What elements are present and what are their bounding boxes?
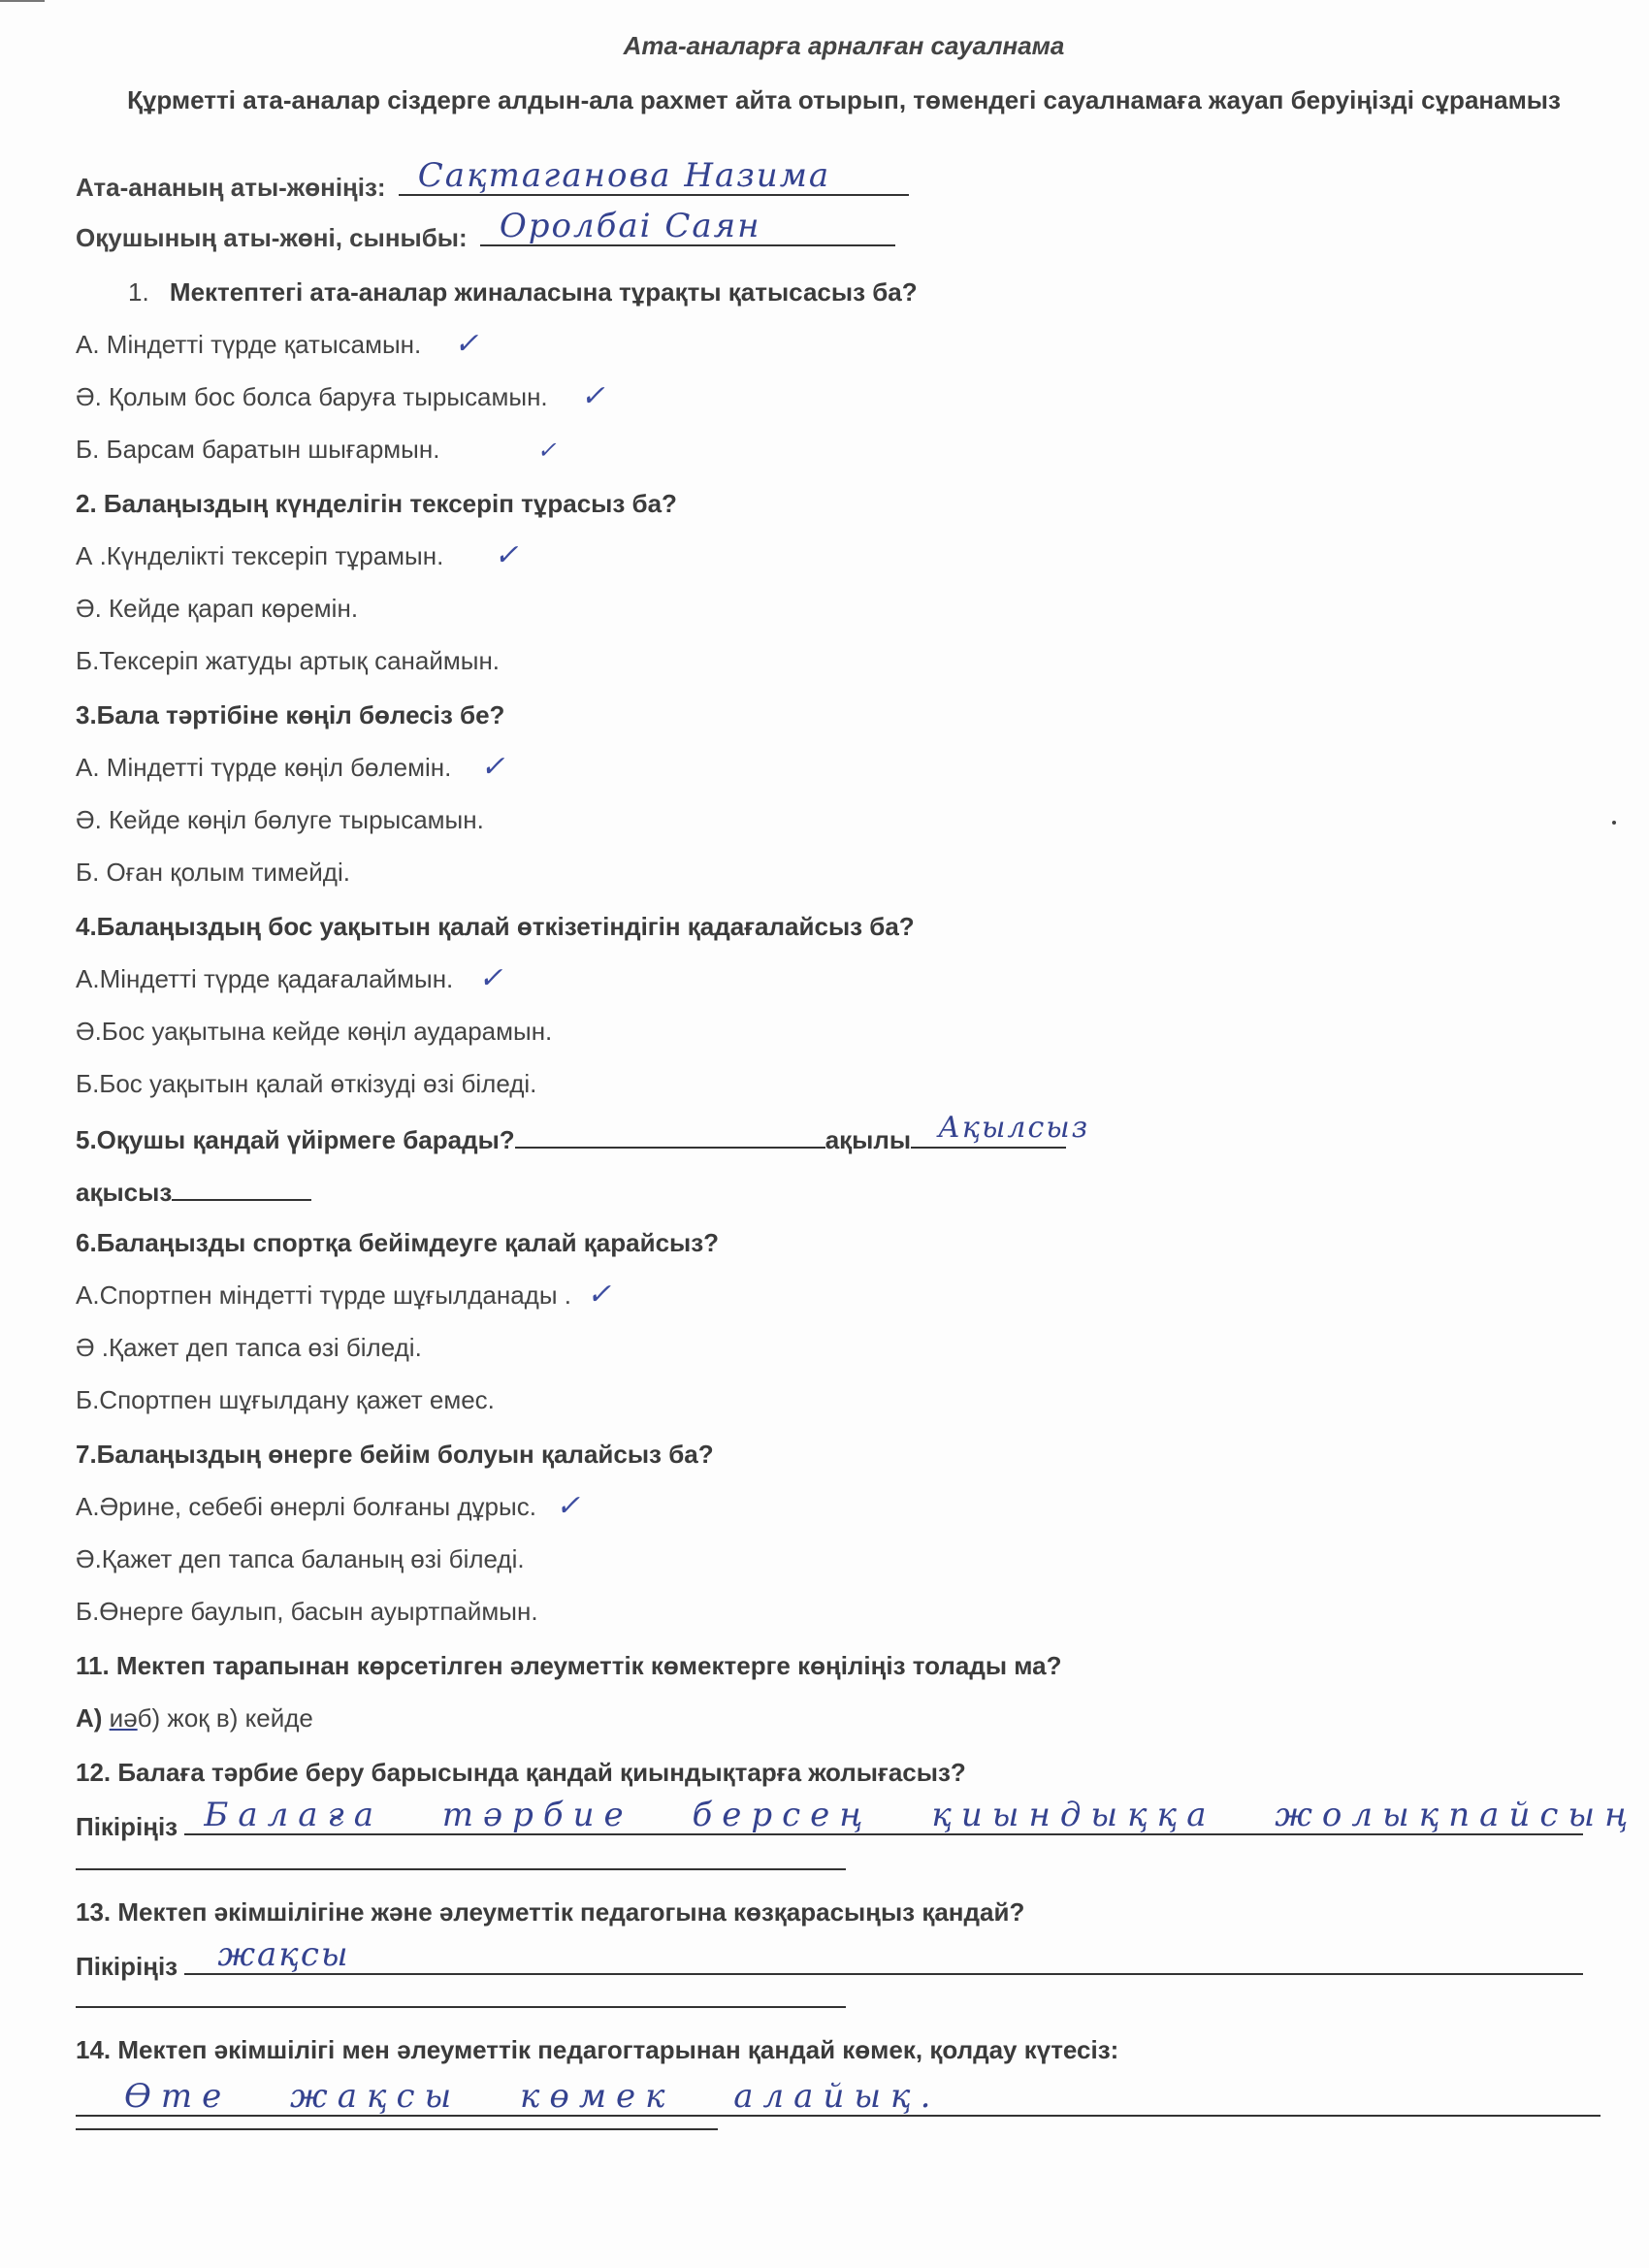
q1-option-a[interactable]: [76, 328, 478, 361]
paid-label: ақылы: [824, 1125, 912, 1154]
q11-option-a-label: А): [76, 1703, 103, 1733]
q2-option-b[interactable]: Ә. Кейде қарап көремін.: [76, 594, 359, 623]
q2-option-a[interactable]: [76, 539, 518, 572]
question-5: [76, 1111, 1090, 1156]
q14-extra-line[interactable]: [76, 2128, 718, 2130]
scan-edge-mark: [0, 0, 45, 2]
q14-answer-value: Өте жақсы көмек алайық.: [124, 2077, 941, 2116]
check-mark-icon: ✓: [586, 1278, 612, 1312]
q4-option-b[interactable]: Ә.Бос уақытына кейде көңіл аударамын.: [76, 1017, 553, 1046]
question-2: 2. Балаңыздың күнделігін тексеріп тұрасыз ба?: [76, 489, 677, 518]
question-1-text: Мектептегі ата-аналар жиналасына тұрақты қатысасыз ба?: [169, 277, 918, 307]
check-mark-icon: ✓: [494, 538, 519, 572]
q6-option-a[interactable]: [76, 1279, 611, 1312]
student-name-field[interactable]: [480, 207, 895, 246]
question-11: 11. Мектеп тарапынан көрсетілген әлеуметтік көмектерге көңіліңіз толады ма?: [76, 1651, 1062, 1680]
q6-option-c[interactable]: Б.Спортпен шұғылдану қажет емес.: [76, 1385, 495, 1414]
question-14: 14. Мектеп әкімшілігі мен әлеуметтік педагогтарынан қандай көмек, қолдау күтесіз:: [76, 2035, 1119, 2064]
q13-answer-field[interactable]: [184, 1935, 1583, 1975]
q13-label: Пікіріңіз: [76, 1952, 178, 1981]
q12-label: Пікіріңіз: [76, 1812, 178, 1841]
free-row: [76, 1174, 311, 1209]
q6-option-b[interactable]: Ә .Қажет деп тапса өзі біледі.: [76, 1333, 422, 1362]
q3-option-b[interactable]: Ә. Кейде көңіл бөлуге тырысамын.: [76, 805, 484, 834]
q1-option-c-text: Б. Барсам баратын шығармын.: [76, 435, 440, 464]
question-1: [128, 275, 918, 308]
student-name-label: Оқушының аты-жөні, сыныбы:: [76, 223, 468, 252]
q1-option-b[interactable]: [76, 380, 605, 413]
question-7: 7.Балаңыздың өнерге бейім болуын қалайсыз ба?: [76, 1440, 714, 1469]
q7-option-c[interactable]: Б.Өнерге баулып, басын ауыртпаймын.: [76, 1597, 538, 1626]
q3-option-a[interactable]: [76, 751, 505, 784]
q7-option-b[interactable]: Ә.Қажет деп тапса баланың өзі біледі.: [76, 1544, 525, 1573]
q1-option-c[interactable]: [76, 433, 557, 467]
intro-text: Құрметті ата-аналар сіздерге алдын-ала рахмет айта отырып, төмендегі сауалнамаға жауап беруіңізді сұранамыз: [127, 85, 1561, 114]
question-5-text: 5.Оқушы қандай үйірмеге барады?: [76, 1125, 515, 1154]
question-4: 4.Балаңыздың бос уақытын қалай өткізетіндігін қадағалайсыз ба?: [76, 912, 915, 941]
q14-answer-row: [76, 2078, 1600, 2119]
paid-value: Ақылсыз: [938, 1111, 1090, 1145]
club-field[interactable]: [515, 1121, 825, 1149]
q12-answer-field[interactable]: [184, 1796, 1638, 1835]
q14-answer-field[interactable]: [76, 2078, 1600, 2117]
q4-option-a-text: А.Міндетті түрде қадағалаймын.: [76, 964, 454, 993]
q7-option-a[interactable]: [76, 1490, 580, 1523]
question-3: 3.Бала тәртібіне көңіл бөлесіз бе?: [76, 700, 505, 729]
q11-answer-row: [76, 1701, 313, 1734]
question-1-number: 1.: [128, 277, 149, 307]
q13-answer-value: жақсы: [217, 1935, 350, 1974]
paid-field[interactable]: [911, 1111, 1090, 1149]
q3-option-a-text: А. Міндетті түрде көңіл бөлемін.: [76, 753, 452, 782]
check-mark-icon: ✓: [580, 379, 605, 413]
q4-option-c[interactable]: Б.Бос уақытын қалай өткізуді өзі біледі.: [76, 1069, 537, 1098]
parent-name-label: Ата-ананың аты-жөніңіз:: [76, 173, 386, 202]
free-field[interactable]: [172, 1174, 311, 1201]
free-label: ақысыз: [76, 1178, 173, 1207]
q4-option-a[interactable]: [76, 962, 502, 995]
q12-answer-row: [76, 1796, 1638, 1843]
q7-option-a-text: А.Әрине, себебі өнерлі болғаны дұрыс.: [76, 1492, 536, 1521]
q13-extra-line[interactable]: [76, 2006, 846, 2008]
q11-option-a-selected[interactable]: иә: [109, 1703, 138, 1733]
q2-option-a-text: А .Күнделікті тексеріп тұрамын.: [76, 541, 444, 570]
question-13: 13. Мектеп әкімшілігіне және әлеуметтік педагогына көзқарасыңыз қандай?: [76, 1897, 1025, 1927]
parent-name-value: Сақтаганова Назима: [417, 156, 831, 195]
check-mark-icon: ✓: [454, 327, 479, 361]
parent-name-row: [76, 156, 909, 204]
q12-answer-value: Балаға тәрбие берсең қиындыққа жолықпайсың: [204, 1796, 1638, 1834]
student-name-row: [76, 207, 895, 254]
check-mark-icon: ✓: [480, 750, 505, 784]
q6-option-a-text: А.Спортпен міндетті түрде шұғылданады .: [76, 1280, 571, 1310]
check-mark-icon: ✓: [555, 1489, 581, 1523]
check-mark-icon: ✓: [536, 437, 557, 464]
document-title: Ата-аналарға арналған сауалнама: [623, 31, 1065, 60]
question-6: 6.Балаңызды спортқа бейімдеуге қалай қарайсыз?: [76, 1228, 720, 1257]
q1-option-b-text: Ә. Қолым бос болса баруға тырысамын.: [76, 382, 548, 411]
q12-extra-line[interactable]: [76, 1868, 846, 1870]
q3-option-c[interactable]: Б. Оған қолым тимейді.: [76, 858, 350, 887]
question-12: 12. Балаға тәрбие беру барысында қандай қиындықтарға жолығасыз?: [76, 1758, 966, 1787]
scan-speck: [1612, 821, 1616, 825]
student-name-value: Оролбаі Саян: [499, 207, 761, 245]
parent-name-field[interactable]: [399, 156, 909, 196]
q11-other-options[interactable]: б) жоқ в) кейде: [137, 1703, 313, 1733]
q1-option-a-text: А. Міндетті түрде қатысамын.: [76, 330, 422, 359]
q2-option-c[interactable]: Б.Тексеріп жатуды артық санаймын.: [76, 646, 501, 675]
check-mark-icon: ✓: [478, 961, 503, 995]
q13-answer-row: [76, 1935, 1583, 1983]
